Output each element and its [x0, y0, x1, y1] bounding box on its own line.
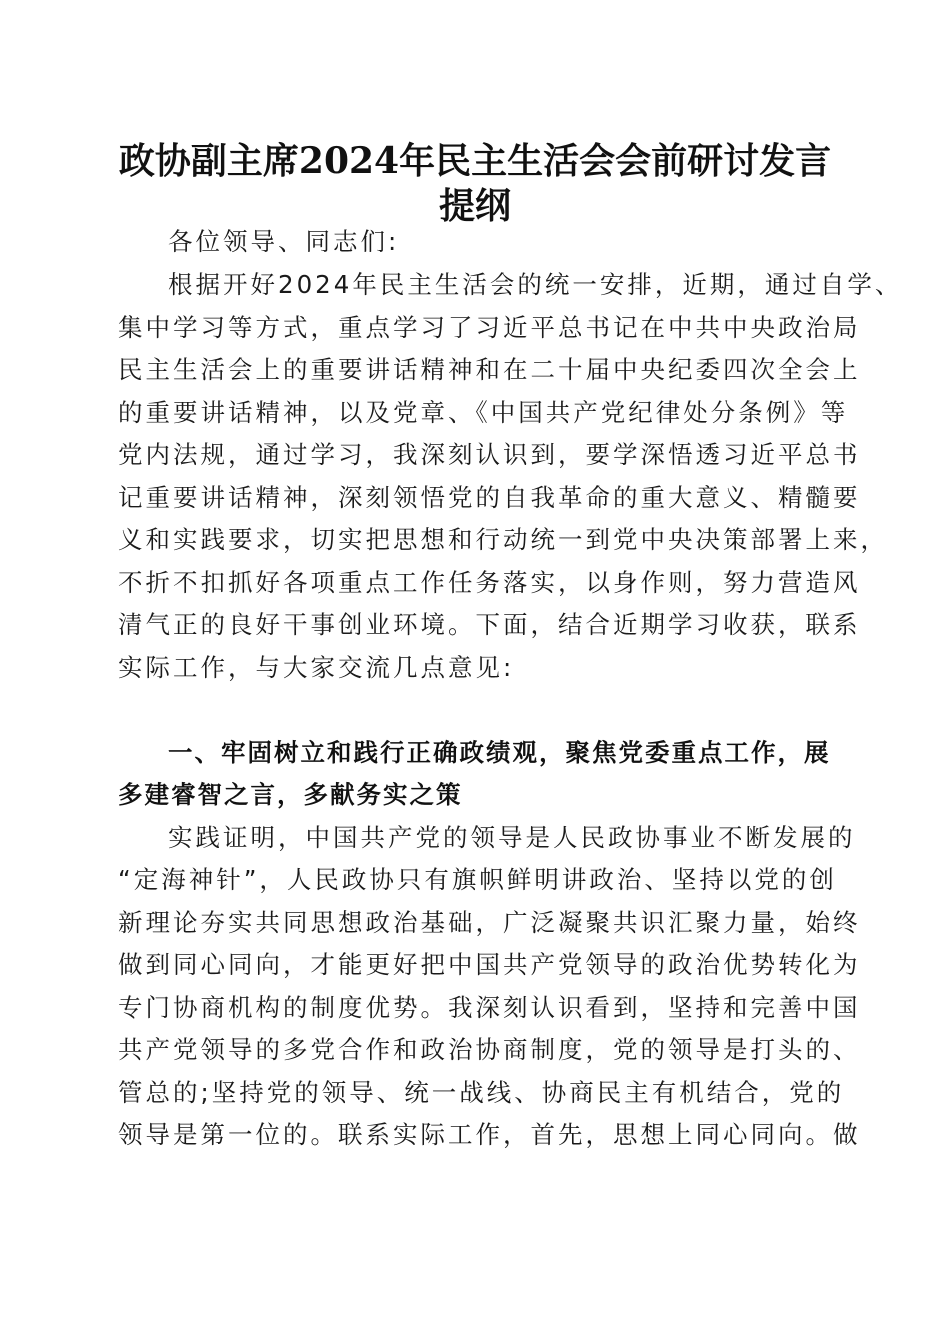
- paragraph-line: 集中学习等方式，重点学习了习近平总书记在中共中央政治局: [118, 313, 861, 342]
- section-heading-line-1: 一、牢固树立和践行正确政绩观，聚焦党委重点工作，展: [168, 738, 831, 767]
- paragraph-line: 根据开好2024年民主生活会的统一安排，近期，通过自学、: [168, 270, 903, 299]
- paragraph-line: 做到同心同向，才能更好把中国共产党领导的政治优势转化为: [118, 950, 861, 979]
- paragraph-line: 新理论夯实共同思想政治基础，广泛凝聚共识汇聚力量，始终: [118, 908, 861, 937]
- paragraph-line: 实际工作，与大家交流几点意见:: [118, 653, 515, 682]
- paragraph-line: 管总的;坚持党的领导、统一战线、协商民主有机结合，党的: [118, 1078, 845, 1107]
- salutation: 各位领导、同志们:: [168, 227, 400, 256]
- paragraph-line: 不折不扣抓好各项重点工作任务落实，以身作则，努力营造风: [118, 568, 861, 597]
- paragraph-line: “定海神针”，人民政协只有旗帜鲜明讲政治、坚持以党的创: [118, 865, 837, 894]
- paragraph-line: 记重要讲话精神，深刻领悟党的自我革命的重大意义、精髓要: [118, 483, 861, 512]
- paragraph-line: 共产党领导的多党合作和政治协商制度，党的领导是打头的、: [118, 1035, 861, 1064]
- paragraph-line: 义和实践要求，切实把思想和行动统一到党中央决策部署上来，: [118, 525, 888, 554]
- paragraph-line: 领导是第一位的。联系实际工作，首先，思想上同心同向。做: [118, 1120, 861, 1149]
- paragraph-line: 的重要讲话精神，以及党章、《中国共产党纪律处分条例》等: [118, 398, 849, 427]
- section-heading-line-2: 多建睿智之言，多献务实之策: [118, 780, 463, 809]
- paragraph-line: 党内法规，通过学习，我深刻认识到，要学深悟透习近平总书: [118, 440, 861, 469]
- paragraph-line: 清气正的良好干事创业环境。下面，结合近期学习收获，联系: [118, 610, 861, 639]
- paragraph-line: 实践证明，中国共产党的领导是人民政协事业不断发展的: [168, 823, 856, 852]
- paragraph-line: 专门协商机构的制度优势。我深刻认识看到，坚持和完善中国: [118, 993, 861, 1022]
- paragraph-line: 民主生活会上的重要讲话精神和在二十届中央纪委四次全会上: [118, 355, 861, 384]
- document-title-line-2: 提纲: [438, 185, 511, 227]
- document-title-line-1: 政协副主席2024年民主生活会会前研讨发言: [118, 140, 832, 182]
